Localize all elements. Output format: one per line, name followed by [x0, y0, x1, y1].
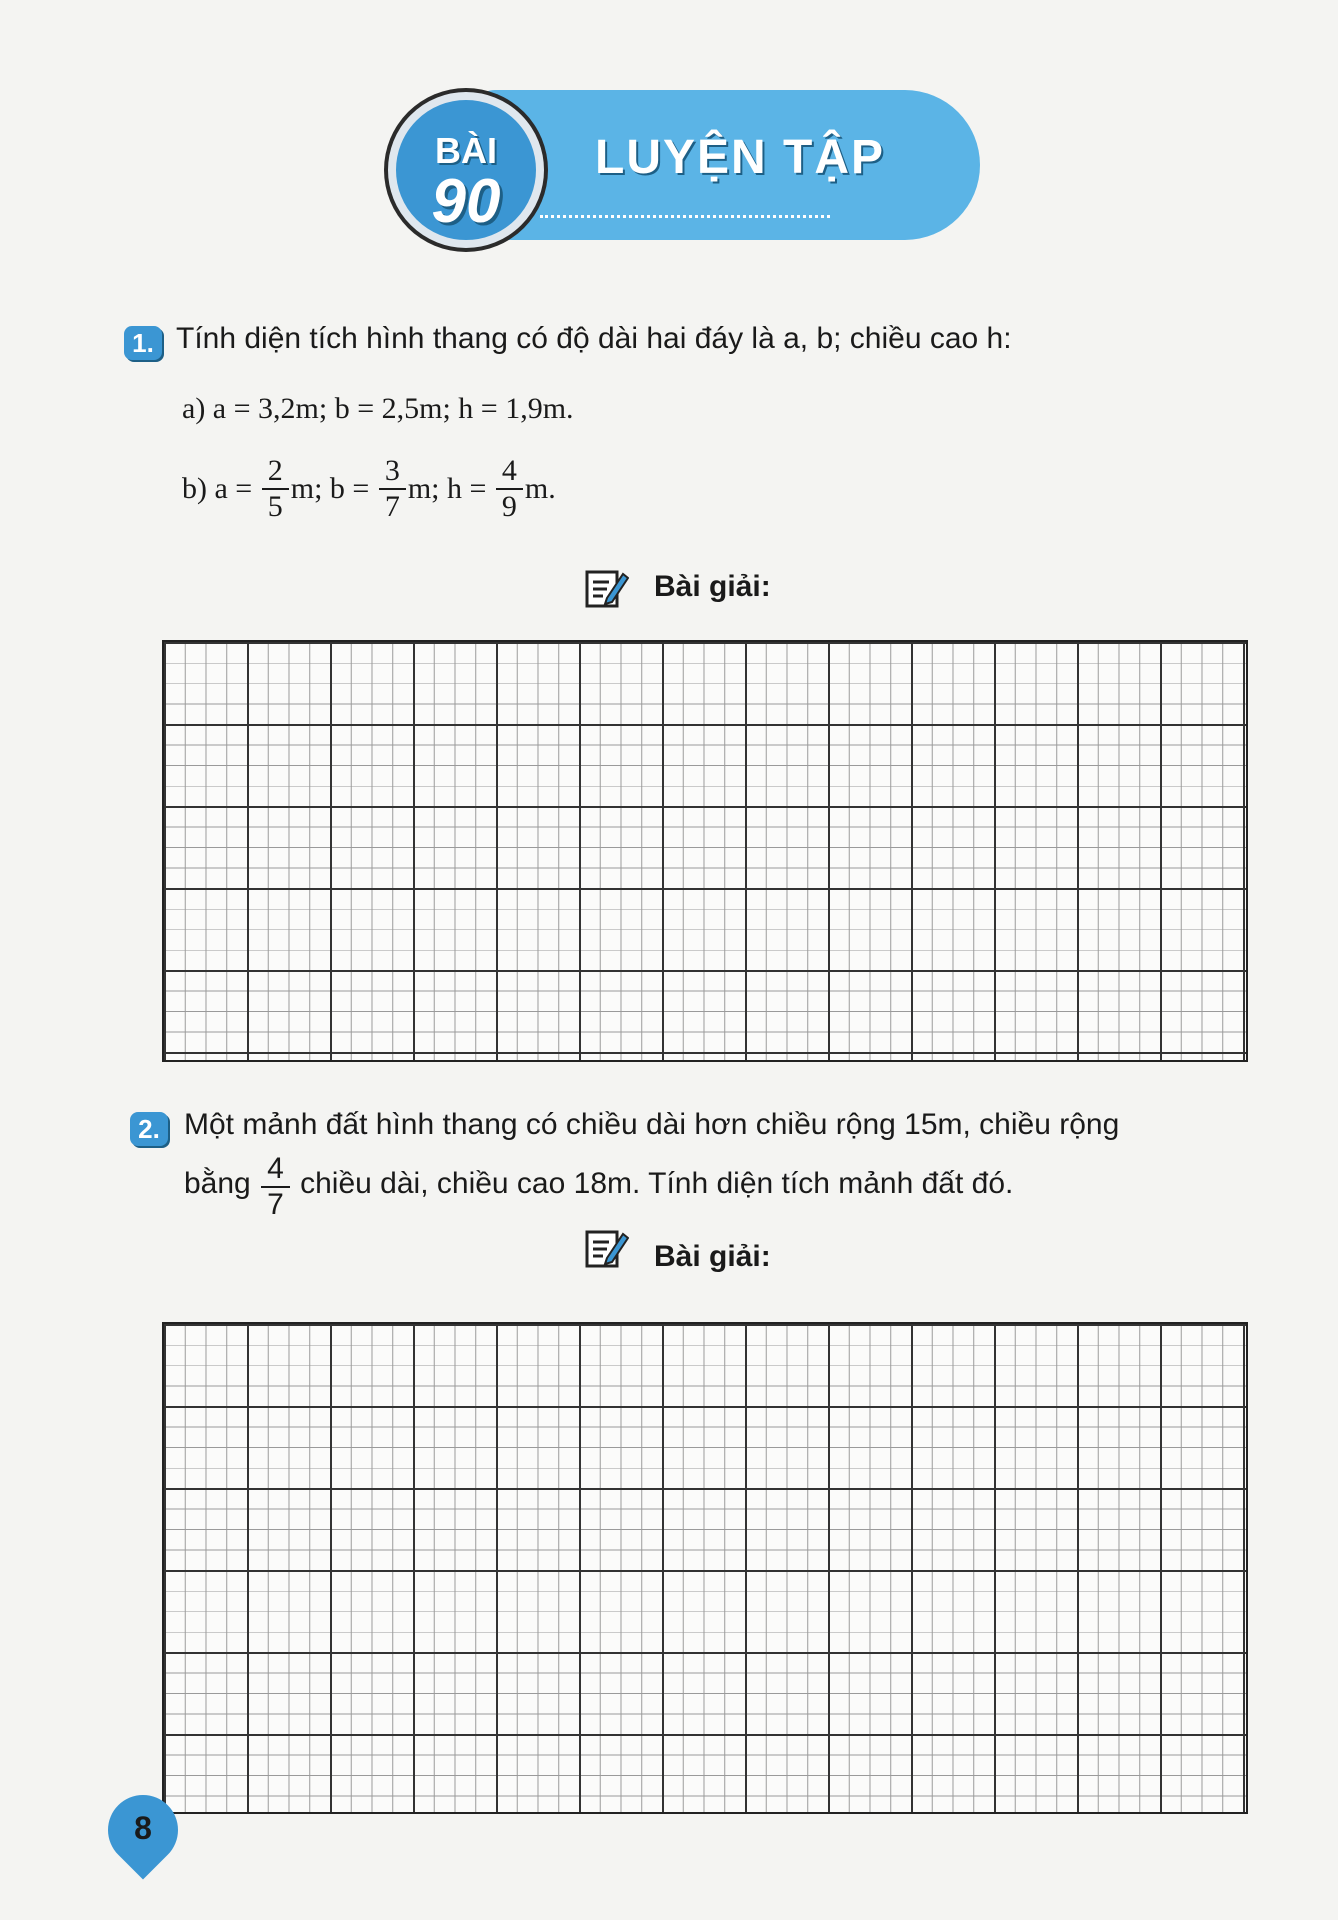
fraction-width-ratio-denominator: 7 — [267, 1188, 284, 1221]
exercise-2-line-2 — [184, 1150, 1013, 1220]
notebook-pencil-icon — [585, 1226, 629, 1270]
exercise-1-prompt: Tính diện tích hình thang có độ dài hai đáy là a, b; chiều cao h: — [176, 322, 1012, 355]
exercise-2-answer-grid[interactable] — [162, 1322, 1248, 1814]
item-b-mid1: m; b = — [290, 471, 370, 505]
item-b-suffix: m. — [524, 471, 556, 505]
exercise-1-item-a: a) a = 3,2m; b = 2,5m; h = 1,9m. — [182, 392, 574, 425]
fraction-b-denominator: 7 — [384, 490, 400, 523]
item-b-mid2: m; h = — [407, 471, 487, 505]
fraction-width-ratio-numerator: 4 — [261, 1152, 290, 1188]
exercise-1-answer-grid[interactable] — [162, 640, 1248, 1062]
page-number: 8 — [134, 1810, 152, 1846]
fraction-b-numerator: 3 — [379, 454, 406, 490]
exercise-1-item-b — [182, 456, 556, 526]
title-underline — [540, 215, 830, 218]
exercise-2-solution-label: Bài giải: — [654, 1240, 771, 1273]
fraction-width-ratio — [261, 1152, 290, 1222]
lesson-title: LUYỆN TẬP — [595, 131, 886, 184]
fraction-a-denominator: 5 — [267, 490, 283, 523]
lesson-badge — [388, 92, 544, 248]
fraction-h-denominator: 9 — [501, 490, 517, 523]
exercise-2-line-1: Một mảnh đất hình thang có chiều dài hơn chiều rộng 15m, chiều rộng — [184, 1108, 1120, 1141]
exercise-2-line-2-suffix: chiều dài, chiều cao 18m. Tính diện tích mảnh đất đó. — [300, 1166, 1014, 1200]
lesson-badge-label: BÀI — [435, 130, 497, 171]
fraction-a — [262, 454, 289, 524]
exercise-1-number: 1. — [124, 326, 162, 360]
fraction-h — [496, 454, 523, 524]
fraction-b — [379, 454, 406, 524]
lesson-badge-number: 90 — [431, 167, 501, 236]
notebook-pencil-icon — [585, 566, 629, 610]
exercise-1-solution-label: Bài giải: — [654, 570, 771, 603]
item-b-prefix: b) a = — [182, 471, 253, 505]
exercise-2-line-2-prefix: bằng — [184, 1166, 251, 1200]
fraction-a-numerator: 2 — [262, 454, 289, 490]
exercise-2-number: 2. — [130, 1112, 168, 1146]
fraction-h-numerator: 4 — [496, 454, 523, 490]
